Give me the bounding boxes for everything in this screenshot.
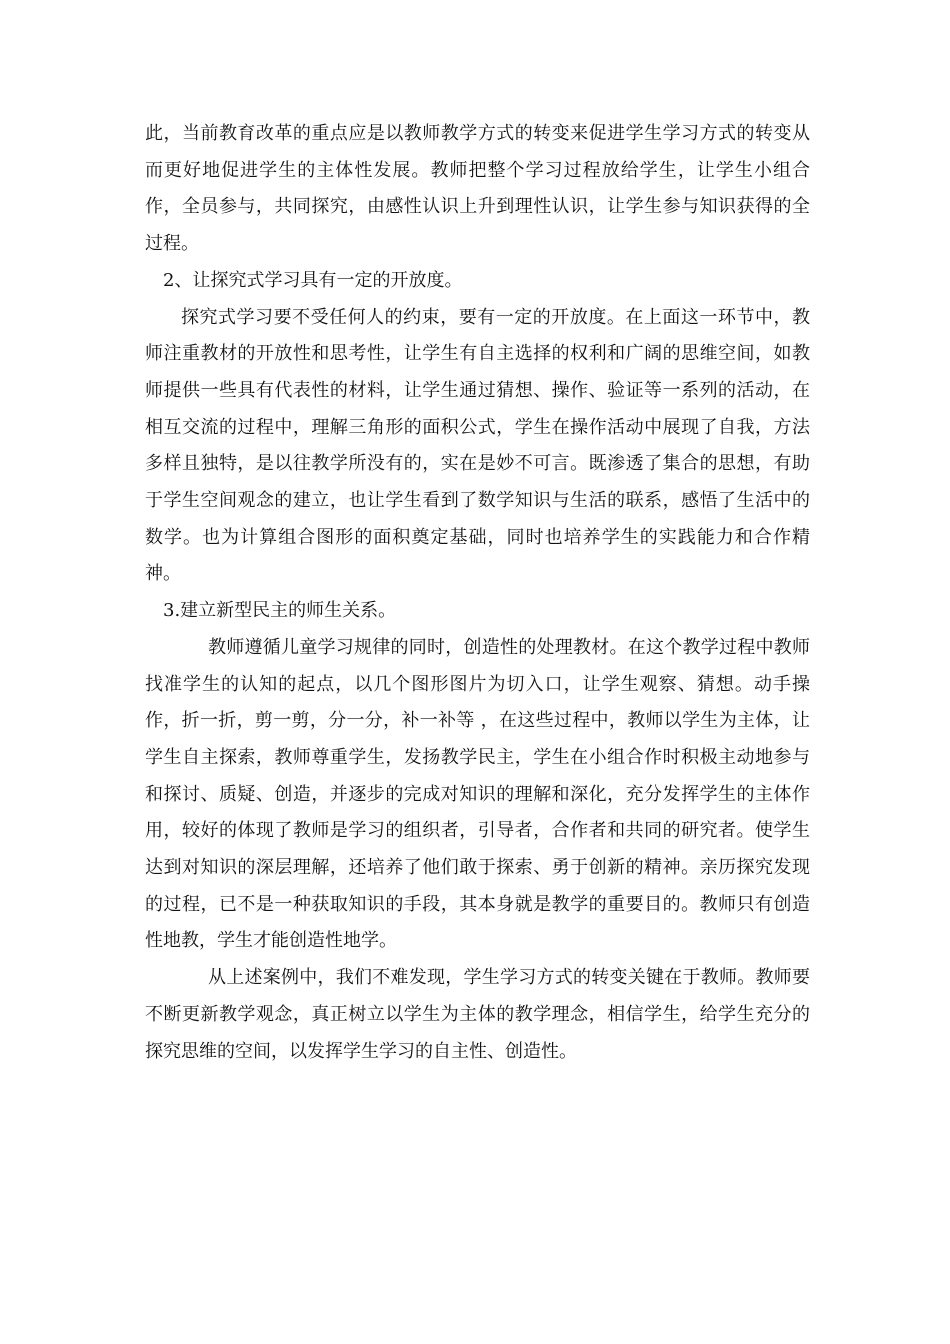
paragraph-conclusion: 从上述案例中，我们不难发现，学生学习方式的转变关键在于教师。教师要不断更新教学观念，真正树立以学生为主体的教学理念，相信学生，给学生充分的探究思维的空间，以发挥学生学习的自主性、创造性。 (145, 967, 810, 1062)
section-heading-openness: 2、让探究式学习具有一定的开放度。 (163, 269, 463, 291)
paragraph-openness: 探究式学习要不受任何人的约束，要有一定的开放度。在上面这一环节中，教师注重教材的开放性和思考性，让学生有自主选择的权利和广阔的思维空间，如教师提供一些具有代表性的材料，让学生通过猜想、操作、验证等一系列的活动，在相互交流的过程中，理解三角形的面积公式，学生在操作活动中展现了自我，方法多样且独特，是以往教学所没有的，实在是妙不可言。既渗透了集合的思想，有助于学生空间观念的建立，也让学生看到了数学知识与生活的联系，感悟了生活中的数学。也为计算组合图形的面积奠定基础，同时也培养学生的实践能力和合作精神。 (145, 306, 810, 585)
paragraph-continuation: 此，当前教育改革的重点应是以教师教学方式的转变来促进学生学习方式的转变从而更好地促进学生的主体性发展。教师把整个学习过程放给学生，让学生小组合作，全员参与，共同探究，由感性认识上升到理性认识，让学生参与知识获得的全过程。 (145, 123, 810, 255)
paragraph-relationship: 教师遵循儿童学习规律的同时，创造性的处理教材。在这个教学过程中教师找准学生的认知的起点，以几个图形图片为切入口，让学生观察、猜想。动手操作，折一折，剪一剪，分一分，补一补等 ，在这些过程中，教师以学生为主体，让学生自主探索，教师尊重学生，发扬教学民主，学生在小组合作时积极主动地参与和探讨、质疑、创造，并逐步的完成对知识的理解和深化，充分发挥学生的主体作用，较好的体现了教师是学习的组织者，引导者，合作者和共同的研究者。使学生达到对知识的深层理解，还培养了他们敢于探索、勇于创新的精神。亲历探究发现的过程，已不是一种获取知识的手段，其本身就是教学的重要目的。教师只有创造性地教，学生才能创造性地学。 (145, 636, 810, 952)
document-body (145, 116, 810, 1070)
section-heading-relationship: 3.建立新型民主的师生关系。 (163, 600, 397, 622)
